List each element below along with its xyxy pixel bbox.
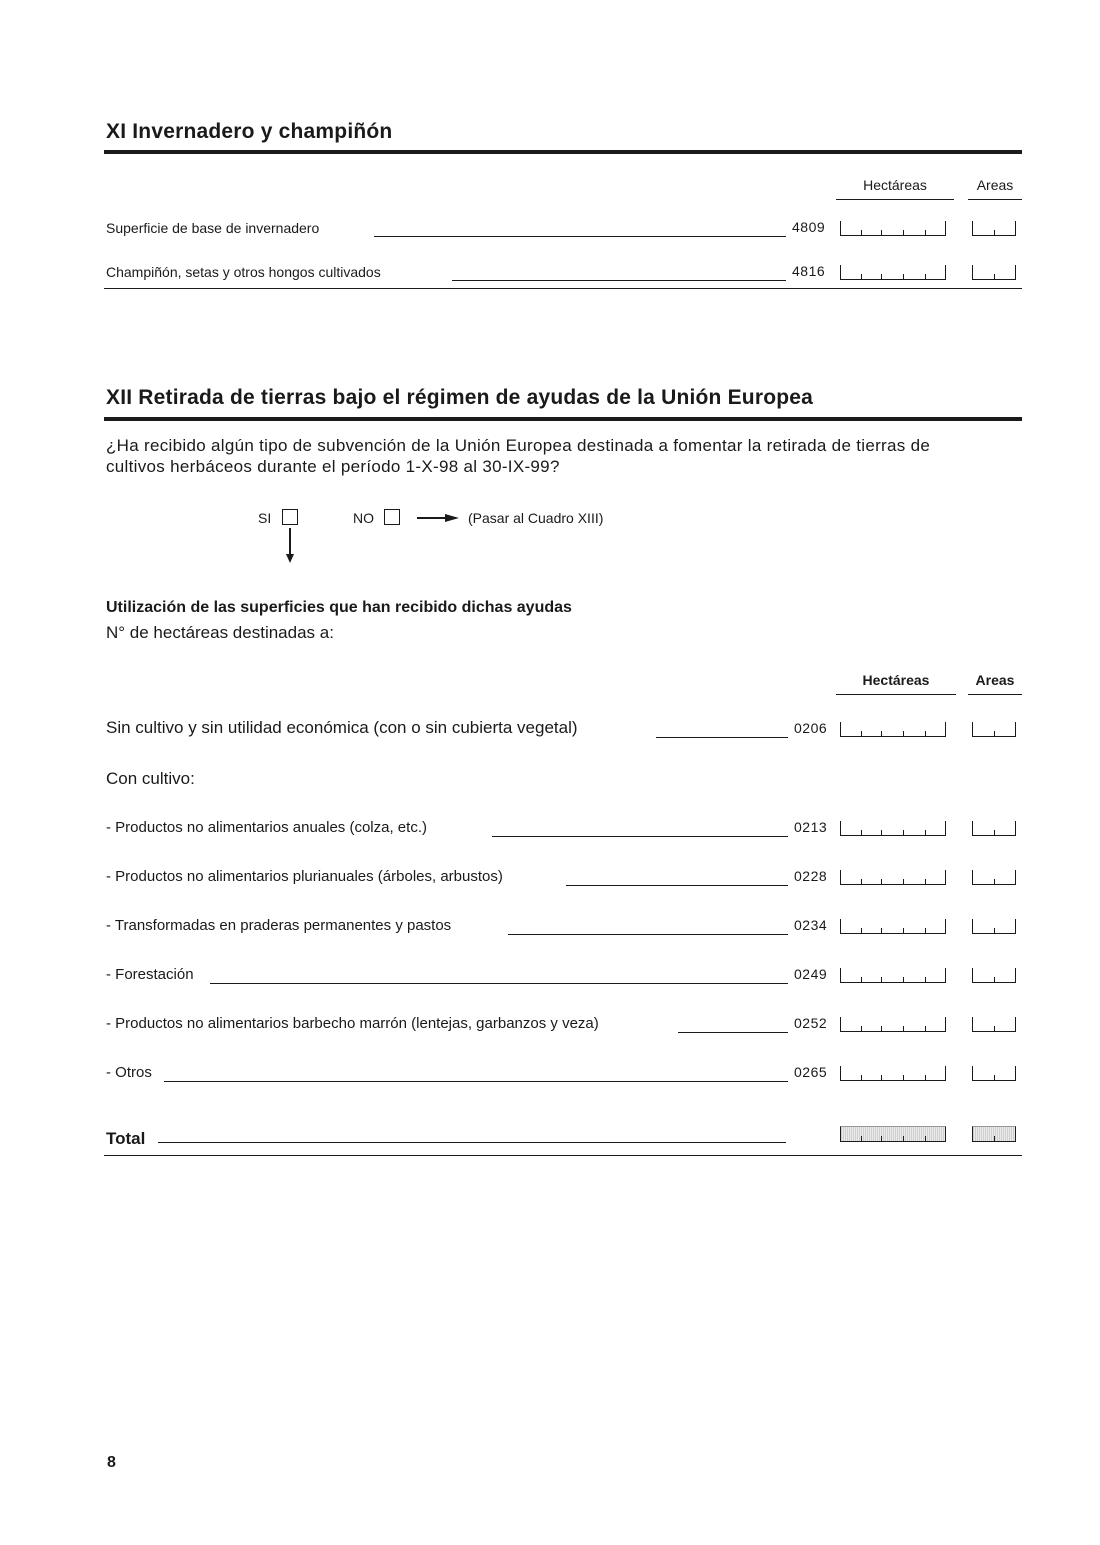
row-leader-line bbox=[656, 737, 788, 738]
subheading: Utilización de las superficies que han recibido dichas ayudas bbox=[106, 599, 572, 616]
yes-checkbox[interactable] bbox=[282, 509, 298, 525]
section-xi-bottom-rule bbox=[104, 288, 1022, 289]
row-leader-line bbox=[452, 280, 786, 281]
row-code: 0252 bbox=[794, 1015, 828, 1031]
row-code: 0249 bbox=[794, 966, 828, 982]
row-leader-line bbox=[678, 1032, 788, 1033]
section-xii-title: XII Retirada de tierras bajo el régimen de ayudas de la Unión Europea bbox=[106, 386, 814, 409]
col-hectareas-header-xii bbox=[836, 672, 956, 688]
row-label: - Otros bbox=[106, 1064, 152, 1081]
row-leader-line bbox=[508, 934, 788, 935]
row-0234-hectareas-input[interactable] bbox=[840, 919, 946, 934]
row-code: 0234 bbox=[794, 917, 828, 933]
row-0206-hectareas-input[interactable] bbox=[840, 722, 946, 737]
no-label: NO bbox=[353, 510, 374, 526]
col-areas-header bbox=[968, 177, 1022, 193]
row-0252-hectareas-input[interactable] bbox=[840, 1017, 946, 1032]
row-0252-areas-input[interactable] bbox=[972, 1017, 1016, 1032]
row-0228-areas-input[interactable] bbox=[972, 870, 1016, 885]
row-label: - Forestación bbox=[106, 966, 194, 983]
total-leader bbox=[158, 1142, 786, 1143]
right-arrow-icon bbox=[417, 511, 461, 529]
row-code: 4809 bbox=[792, 219, 826, 235]
row-leader-line bbox=[374, 236, 786, 237]
section-xii-bottom-rule bbox=[104, 1155, 1022, 1156]
row-0213-areas-input[interactable] bbox=[972, 821, 1016, 836]
subheading-2: N° de hectáreas destinadas a: bbox=[106, 623, 334, 642]
row-0234-areas-input[interactable] bbox=[972, 919, 1016, 934]
row-label: Superficie de base de invernadero bbox=[106, 220, 320, 236]
down-arrow-icon bbox=[283, 528, 297, 569]
total-label: Total bbox=[106, 1129, 146, 1148]
row-label: - Transformadas en praderas permanentes y pastos bbox=[106, 917, 452, 934]
col-areas-label: Areas bbox=[976, 177, 1014, 193]
row-leader-line bbox=[566, 885, 788, 886]
row-0265-areas-input[interactable] bbox=[972, 1066, 1016, 1081]
row-0206-areas-input[interactable] bbox=[972, 722, 1016, 737]
col-hectareas-label-xii: Hectáreas bbox=[862, 672, 930, 688]
col-hectareas-label: Hectáreas bbox=[863, 177, 927, 193]
row-code: 0206 bbox=[794, 720, 828, 736]
yes-label: SI bbox=[258, 510, 272, 526]
section-xii-rule bbox=[104, 417, 1022, 421]
row-4809-hectareas-input[interactable] bbox=[840, 221, 946, 236]
no-note: (Pasar al Cuadro XIII) bbox=[468, 510, 604, 526]
col-areas-label-xii: Areas bbox=[975, 672, 1015, 688]
question-line-2: cultivos herbáceos durante el período 1-X-98 al 30-IX-99? bbox=[106, 457, 560, 476]
row-0249-hectareas-input[interactable] bbox=[840, 968, 946, 983]
section-xi-title: XI Invernadero y champiñón bbox=[106, 120, 393, 143]
total-areas-input[interactable] bbox=[972, 1126, 1016, 1142]
con-cultivo-label: Con cultivo: bbox=[106, 769, 195, 788]
col-hectareas-header bbox=[836, 177, 954, 193]
row-0228-hectareas-input[interactable] bbox=[840, 870, 946, 885]
question-line-1: ¿Ha recibido algún tipo de subvención de la Unión Europea destinada a fomentar la retirada de tierras de bbox=[106, 436, 931, 455]
row-0249-areas-input[interactable] bbox=[972, 968, 1016, 983]
row-label: - Productos no alimentarios barbecho marrón (lentejas, garbanzos y veza) bbox=[106, 1015, 599, 1032]
col-areas-header-xii bbox=[968, 672, 1022, 688]
row-code: 0228 bbox=[794, 868, 828, 884]
row-label: Champiñón, setas y otros hongos cultivados bbox=[106, 264, 381, 280]
page-number: 8 bbox=[107, 1454, 116, 1471]
row-leader-line bbox=[492, 836, 788, 837]
row-label: - Productos no alimentarios plurianuales (árboles, arbustos) bbox=[106, 868, 503, 885]
row-4816-areas-input[interactable] bbox=[972, 265, 1016, 280]
row-4816-hectareas-input[interactable] bbox=[840, 265, 946, 280]
row-0213-hectareas-input[interactable] bbox=[840, 821, 946, 836]
row-code: 0213 bbox=[794, 819, 828, 835]
no-checkbox[interactable] bbox=[384, 509, 400, 525]
row-leader-line bbox=[164, 1081, 788, 1082]
row-label: - Productos no alimentarios anuales (colza, etc.) bbox=[106, 819, 427, 836]
row-4809-areas-input[interactable] bbox=[972, 221, 1016, 236]
row-code: 4816 bbox=[792, 263, 826, 279]
row-code: 0265 bbox=[794, 1064, 828, 1080]
section-xi-rule bbox=[104, 150, 1022, 154]
total-hectareas-input[interactable] bbox=[840, 1126, 946, 1142]
row-leader-line bbox=[210, 983, 788, 984]
row-label: Sin cultivo y sin utilidad económica (con o sin cubierta vegetal) bbox=[106, 718, 578, 737]
row-0265-hectareas-input[interactable] bbox=[840, 1066, 946, 1081]
